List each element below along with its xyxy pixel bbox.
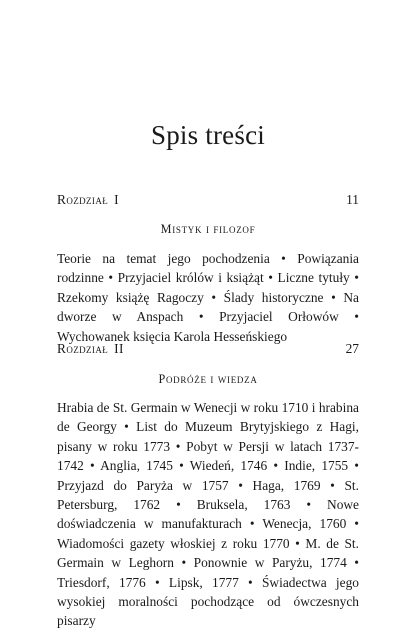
chapter-label	[57, 192, 119, 208]
chapter-summary-1: Teorie na temat jego pochodzenia • Powiązania rodzinne • Przyjaciel królów i książąt • Liczne tytuły • Rzekomy książę Ragoczy • Ślady historyczne • Na dworze w Anspach • Przyjaciel Orłowów • Wychowanek księcia Karola Hesseńskiego	[57, 251, 359, 344]
chapter-word: Rozdział	[57, 341, 109, 356]
chapter-section-title-1: Mistyk i filozof	[160, 222, 256, 236]
chapter-summary-2: Hrabia de St. Germain w Wenecji w roku 1710 i hrabina de Georgy • List do Muzeum Brytyjskiego z Hagi, pisany w roku 1773 • Pobyt w Persji w latach 1737-1742 • Anglia, 1745 • Wiedeń, 1746 • Indie, 1755 • Przyjazd do Paryża w 1757 • Haga, 1769 • St. Petersburg, 1762 • Bruksela, 1763 • Nowe doświadczenia w manufakturach • Wenecja, 1760 • Wiadomości gazety włoskiej z roku 1770 • M. de St. Germain w Leghorn • Ponownie w Paryżu, 1774 • Triesdorf, 1776 • Lipsk, 1777 • Świadectwa jego wysokiej moralności pochodzące od ówczesnych pisarzy	[57, 400, 359, 629]
document-page	[57, 0, 359, 629]
chapter-section-title-2: Podróże i wiedza	[158, 372, 258, 386]
chapter-heading-1	[57, 192, 359, 208]
chapter-numeral: II	[114, 341, 124, 356]
chapter-heading-2	[57, 341, 359, 357]
chapter-label	[57, 341, 124, 357]
chapter-page-number: 11	[346, 192, 359, 207]
chapter-numeral: I	[114, 192, 119, 207]
chapter-word: Rozdział	[57, 192, 109, 207]
page-title: Spis treści	[151, 120, 265, 150]
chapter-page-number: 27	[345, 341, 359, 356]
